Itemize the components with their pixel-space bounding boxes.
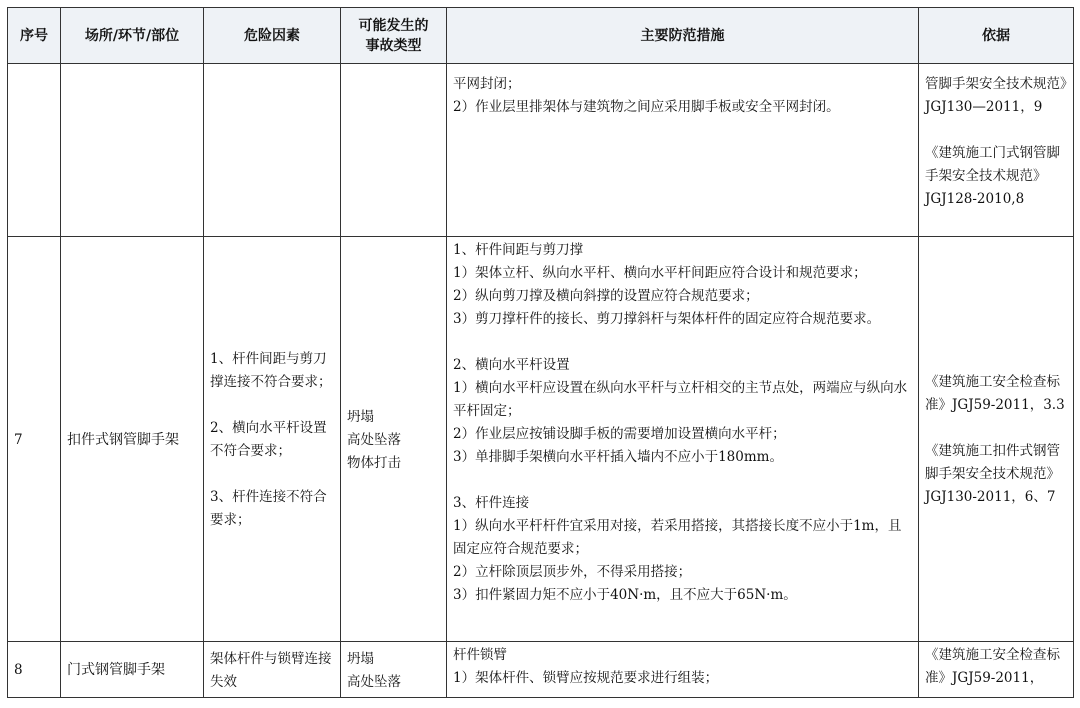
row-accident-type — [341, 64, 447, 237]
accident-type-line: 坍塌 — [347, 650, 374, 667]
measure-line: 3）扣件紧固力矩不应小于40N·m，且不应大于65N·m。 — [453, 587, 797, 603]
basis-line — [925, 119, 1069, 142]
row-basis — [919, 642, 1074, 698]
measure-line — [453, 469, 914, 492]
safety-measures-table — [7, 7, 1074, 698]
hazard-line — [210, 463, 336, 486]
accident-type-line: 高处坠落 — [347, 431, 401, 448]
row-number: 8 — [8, 642, 61, 698]
row-measures — [447, 237, 919, 642]
measure-line: 1、杆件间距与剪刀撑 — [453, 242, 584, 258]
hazard-line: 2、横向水平杆设置不符合要求； — [210, 420, 327, 459]
row-accident-type — [341, 237, 447, 642]
basis-line: 《建筑施工安全检查标准》JGJ59-2011，3.3 — [925, 374, 1065, 413]
row-place — [61, 64, 204, 237]
measure-line: 平网封闭； — [453, 76, 521, 92]
header-measures: 主要防范措施 — [447, 8, 919, 64]
hazard-line: 1、杆件间距与剪刀撑连接不符合要求； — [210, 351, 332, 390]
measure-line: 1）架体立杆、纵向水平杆、横向水平杆间距应符合设计和规范要求； — [453, 265, 867, 281]
accident-type-line: 坍塌 — [347, 408, 374, 425]
row-measures — [447, 642, 919, 698]
header-place: 场所/环节/部位 — [61, 8, 204, 64]
measure-line: 3、杆件连接 — [453, 495, 530, 511]
measure-line: 1）架体杆件、锁臂应按规范要求进行组装； — [453, 670, 719, 686]
row-accident-type — [341, 642, 447, 698]
header-hazard: 危险因素 — [204, 8, 341, 64]
basis-line: 管脚手架安全技术规范》JGJ130—2011，9 — [925, 76, 1067, 115]
measure-line: 1）横向水平杆应设置在纵向水平杆与立杆相交的主节点处，两端应与纵向水平杆固定； — [453, 380, 908, 419]
row-number — [8, 64, 61, 237]
row-place: 扣件式钢管脚手架 — [61, 237, 204, 642]
accident-type-line: 高处坠落 — [347, 673, 401, 690]
row-basis — [919, 237, 1074, 642]
row-basis — [919, 64, 1074, 237]
measure-line: 2、横向水平杆设置 — [453, 357, 570, 373]
basis-line: 《建筑施工门式钢管脚手架安全技术规范》JGJ128-2010,8 — [925, 145, 1060, 207]
measure-line: 2）立杆除顶层顶步外，不得采用搭接； — [453, 564, 692, 580]
measure-line: 3）单排脚手架横向水平杆插入墙内不应小于180mm。 — [453, 449, 783, 465]
row-number: 7 — [8, 237, 61, 642]
measure-line: 1）纵向水平杆杆件宜采用对接，若采用搭接，其搭接长度不应小于1m，且固定应符合规范要求； — [453, 518, 902, 557]
hazard-line: 架体杆件与锁臂连接失效 — [210, 650, 332, 690]
row-hazard — [204, 642, 341, 698]
measure-line: 2）作业层里排架体与建筑物之间应采用脚手板或安全平网封闭。 — [453, 99, 840, 115]
table-row — [8, 237, 1074, 642]
basis-line — [925, 417, 1069, 440]
header-accident-type: 可能发生的 事故类型 — [341, 8, 447, 64]
row-hazard — [204, 237, 341, 642]
measure-line: 3）剪刀撑杆件的接长、剪刀撑斜杆与架体杆件的固定应符合规范要求。 — [453, 311, 881, 327]
measure-line: 2）纵向剪刀撑及横向斜撑的设置应符合规范要求； — [453, 288, 759, 304]
hazard-line: 3、杆件连接不符合要求； — [210, 489, 327, 528]
row-hazard — [204, 64, 341, 237]
row-place: 门式钢管脚手架 — [61, 642, 204, 698]
basis-line: 《建筑施工安全检查标准》JGJ59-2011， — [925, 647, 1060, 686]
header-no: 序号 — [8, 8, 61, 64]
measure-line: 2）作业层应按铺设脚手板的需要增加设置横向水平杆； — [453, 426, 786, 442]
table-row — [8, 642, 1074, 698]
accident-type-line: 物体打击 — [347, 454, 401, 471]
row-measures — [447, 64, 919, 237]
table-row — [8, 64, 1074, 237]
header-row — [8, 8, 1074, 64]
hazard-line — [210, 394, 336, 417]
measure-line — [453, 331, 914, 354]
basis-line: 《建筑施工扣件式钢管脚手架安全技术规范》JGJ130-2011，6、7 — [925, 443, 1060, 505]
header-basis: 依据 — [919, 8, 1074, 64]
measure-line: 杆件锁臂 — [453, 647, 507, 663]
